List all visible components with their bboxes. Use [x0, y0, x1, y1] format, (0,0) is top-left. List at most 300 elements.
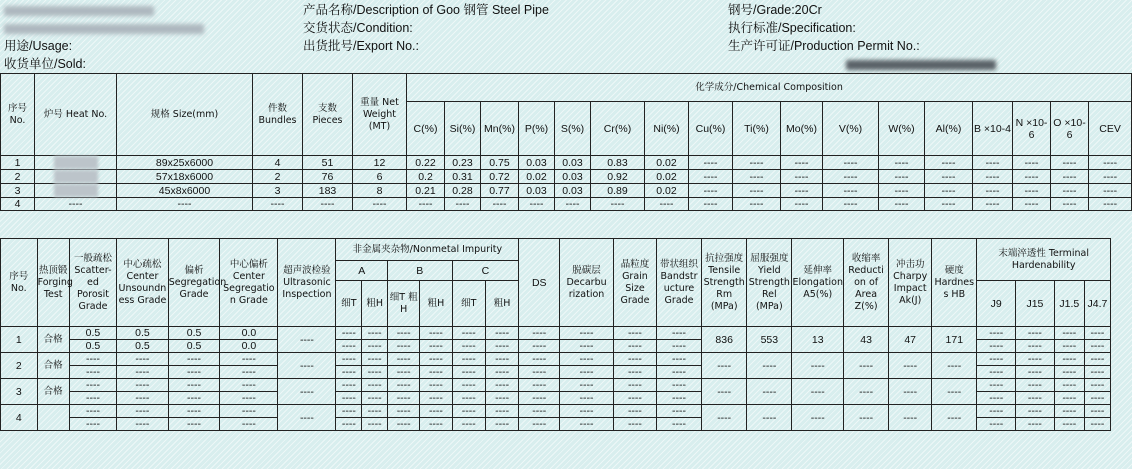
dash-cell: ---- [168, 418, 220, 431]
col-hardness: 硬度 Hardnes s HB [932, 239, 977, 327]
size-cell: 45x8x6000 [117, 184, 253, 198]
hardenability-cell: ---- [1084, 327, 1110, 340]
chem-cell: ---- [519, 198, 555, 211]
chem-cell: ---- [925, 184, 973, 198]
dash-cell: ---- [485, 379, 518, 392]
dash-cell: ---- [560, 353, 614, 366]
col-chemical-composition: 化学成分/Chemical Composition [407, 74, 1132, 102]
hardenability-cell: ---- [1084, 379, 1110, 392]
chem-cell: ---- [689, 198, 733, 211]
dash-cell: ---- [452, 405, 485, 418]
dash-cell: ---- [560, 379, 614, 392]
specification: 执行标准/Specification: [728, 21, 856, 35]
chem-cell: ---- [1051, 156, 1089, 170]
col-grain-size: 晶粒度 Grain Size Grade [613, 239, 656, 327]
forging-result [37, 405, 69, 431]
pieces-cell: 76 [303, 170, 353, 184]
col-tensile: 抗拉强度 Tensile Strength Rm (MPa) [702, 239, 747, 327]
dash-cell: ---- [452, 353, 485, 366]
dash-cell: ---- [69, 392, 116, 405]
hardenability-cell: ---- [1016, 392, 1055, 405]
dash-cell: ---- [560, 366, 614, 379]
company-name-redacted [4, 2, 154, 18]
company-address-redacted [4, 20, 204, 36]
dash-cell: ---- [388, 379, 420, 392]
dash-cell: ---- [220, 379, 278, 392]
col-c-fine: 细T [452, 281, 485, 327]
chem-cell: 0.75 [481, 156, 519, 170]
col-forging-test: 热顶锻 Forging Test [37, 239, 69, 327]
band-cell: ---- [656, 327, 701, 340]
chem-cell: ---- [781, 156, 823, 170]
col-pieces: 支数 Pieces [303, 74, 353, 156]
hardenability-cell: ---- [1016, 379, 1055, 392]
heat-no-redacted [54, 170, 98, 183]
mech-cell: ---- [747, 379, 792, 405]
hardenability-cell: ---- [977, 327, 1016, 340]
chem-cell: 0.03 [555, 170, 591, 184]
chem-cell: 0.77 [481, 184, 519, 198]
dash-cell: ---- [613, 418, 656, 431]
col-j15: J15 [1016, 281, 1055, 327]
dash-cell: ---- [220, 353, 278, 366]
hardenability-cell: ---- [1016, 418, 1055, 431]
dash-cell: ---- [362, 392, 388, 405]
chem-cell: ---- [407, 198, 445, 211]
chem-cell: ---- [879, 184, 925, 198]
col-nonmetal-impurity: 非金属夹杂物/Nonmetal Impurity [336, 239, 519, 261]
mech-cell: ---- [889, 353, 932, 379]
chem-cell: ---- [973, 198, 1013, 211]
ultrasonic-cell: ---- [278, 405, 336, 431]
dash-cell: ---- [336, 392, 362, 405]
mechanical-table-body [1, 327, 1111, 431]
yield-cell: 553 [747, 327, 792, 353]
heat-no-cell [35, 156, 117, 170]
dash-cell: ---- [420, 366, 452, 379]
col-scattered-porosity: 一般疏松 Scatter-ed Porosit Grade [69, 239, 116, 327]
dash-cell: ---- [362, 418, 388, 431]
col-net-weight: 重量 Net Weight (MT) [353, 74, 407, 156]
unsoundness-cell: 0.5 [117, 340, 169, 353]
dash-cell: ---- [519, 353, 560, 366]
dash-cell: ---- [117, 418, 169, 431]
col-size: 规格 Size(mm) [117, 74, 253, 156]
chem-cell: 0.03 [555, 156, 591, 170]
chem-cell: ---- [781, 184, 823, 198]
reduction-cell: 43 [844, 327, 889, 353]
table-row [1, 170, 1132, 184]
hardenability-cell: ---- [1016, 366, 1055, 379]
row-no: 2 [1, 170, 35, 184]
hardenability-cell: ---- [1016, 340, 1055, 353]
dash-cell: ---- [69, 405, 116, 418]
dash-cell: ---- [656, 353, 701, 366]
dash-cell: ---- [519, 366, 560, 379]
hardenability-cell: ---- [1054, 379, 1084, 392]
chem-cell: ---- [973, 184, 1013, 198]
dash-cell: ---- [117, 366, 169, 379]
weight-cell: 8 [353, 184, 407, 198]
mech-cell: ---- [932, 379, 977, 405]
chem-cell: ---- [1089, 198, 1132, 211]
forging-result: 合格 [37, 327, 69, 353]
heat-no-cell [35, 170, 117, 184]
weight-cell: 12 [353, 156, 407, 170]
mech-cell: ---- [932, 353, 977, 379]
segregation-cell: 0.5 [168, 340, 220, 353]
chem-cell: 0.31 [445, 170, 481, 184]
row-no: 1 [1, 327, 38, 353]
chem-cell: ---- [879, 156, 925, 170]
col-element: B ×10-4 [973, 102, 1013, 156]
dash-cell: ---- [656, 379, 701, 392]
dash-cell: ---- [613, 405, 656, 418]
dash-cell: ---- [452, 392, 485, 405]
weight-cell: ---- [353, 198, 407, 211]
dash-cell: ---- [336, 405, 362, 418]
col-element: CEV [1089, 102, 1132, 156]
chem-cell: 0.92 [591, 170, 645, 184]
row-no: 3 [1, 379, 38, 405]
size-cell: ---- [117, 198, 253, 211]
hardenability-cell: ---- [977, 392, 1016, 405]
hardenability-cell: ---- [1084, 405, 1110, 418]
col-impurity-a: A [336, 261, 388, 281]
dash-cell: ---- [519, 392, 560, 405]
chem-cell: 0.72 [481, 170, 519, 184]
dash-cell: ---- [560, 392, 614, 405]
dash-cell: ---- [168, 353, 220, 366]
weight-cell: 6 [353, 170, 407, 184]
hardenability-cell: ---- [977, 340, 1016, 353]
porosity-cell: 0.5 [69, 327, 116, 340]
dash-cell: ---- [69, 353, 116, 366]
col-element: Al(%) [925, 102, 973, 156]
dash-cell: ---- [168, 392, 220, 405]
mech-cell: ---- [889, 379, 932, 405]
chem-cell: ---- [973, 170, 1013, 184]
bundles-cell: 2 [253, 170, 303, 184]
dash-cell: ---- [388, 353, 420, 366]
col-element: Mn(%) [481, 102, 519, 156]
col-reduction: 收缩率 Reducti on of Area Z(%) [844, 239, 889, 327]
chem-cell: 0.02 [645, 156, 689, 170]
col-element: Ti(%) [733, 102, 781, 156]
dash-cell: ---- [388, 405, 420, 418]
chem-cell: 0.02 [519, 170, 555, 184]
dash-cell: ---- [388, 392, 420, 405]
mech-cell: ---- [844, 405, 889, 431]
col-no: 序号 No. [1, 239, 38, 327]
dash-cell: ---- [485, 340, 518, 353]
heat-no-redacted [54, 156, 98, 169]
chem-cell: 0.83 [591, 156, 645, 170]
dash-cell: ---- [420, 405, 452, 418]
dash-cell: ---- [362, 340, 388, 353]
chem-cell: 0.22 [407, 156, 445, 170]
hardness-cell: 171 [932, 327, 977, 353]
row-no: 2 [1, 353, 38, 379]
heat-no-redacted [54, 184, 98, 197]
col-ultrasonic: 超声波检验 Ultrasonic Inspection [278, 239, 336, 327]
unsoundness-cell: 0.5 [117, 327, 169, 340]
dash-cell: ---- [519, 340, 560, 353]
chem-cell: 0.21 [407, 184, 445, 198]
dash-cell: ---- [336, 418, 362, 431]
chem-cell: ---- [925, 170, 973, 184]
hardenability-cell: ---- [1016, 405, 1055, 418]
chem-cell: ---- [1089, 184, 1132, 198]
dash-cell: ---- [656, 366, 701, 379]
chem-cell: 0.03 [519, 184, 555, 198]
row-no: 4 [1, 405, 38, 431]
chem-cell: ---- [733, 184, 781, 198]
dash-cell: ---- [168, 379, 220, 392]
chem-cell: ---- [445, 198, 481, 211]
mech-cell: ---- [889, 405, 932, 431]
col-c-coarse: 粗H [485, 281, 518, 327]
dash-cell: ---- [336, 379, 362, 392]
col-terminal-hardenability: 末端淬透性 Terminal Hardenability [977, 239, 1111, 281]
elongation-cell: 13 [792, 327, 844, 353]
certificate-header [0, 0, 1111, 72]
chem-cell: 0.23 [445, 156, 481, 170]
chem-cell: ---- [823, 170, 879, 184]
col-element: Ni(%) [645, 102, 689, 156]
dash-cell: ---- [336, 366, 362, 379]
col-element: P(%) [519, 102, 555, 156]
col-heat-no: 炉号 Heat No. [35, 74, 117, 156]
col-j9: J9 [977, 281, 1016, 327]
col-decarburization: 脱碳层 Decarbu rization [560, 239, 614, 327]
hardenability-cell: ---- [1054, 327, 1084, 340]
table-row [1, 198, 1132, 211]
hardenability-cell: ---- [1054, 340, 1084, 353]
chem-cell: ---- [1051, 198, 1089, 211]
mech-cell: ---- [702, 405, 747, 431]
mech-cell: ---- [702, 379, 747, 405]
hardenability-cell: ---- [977, 366, 1016, 379]
hardenability-cell: ---- [1084, 366, 1110, 379]
dash-cell: ---- [362, 353, 388, 366]
mech-cell: ---- [792, 405, 844, 431]
dash-cell: ---- [613, 379, 656, 392]
dash-cell: ---- [69, 418, 116, 431]
dash-cell: ---- [613, 340, 656, 353]
certificate-no-redacted [846, 56, 996, 72]
col-element: S(%) [555, 102, 591, 156]
hardenability-cell: ---- [1084, 340, 1110, 353]
row-no: 4 [1, 198, 35, 211]
impurity-cell: ---- [420, 327, 452, 340]
dash-cell: ---- [560, 418, 614, 431]
col-a-fine: 细T [336, 281, 362, 327]
hardenability-cell: ---- [1054, 366, 1084, 379]
chem-cell: 0.02 [645, 184, 689, 198]
segregation-cell: 0.5 [168, 327, 220, 340]
chem-cell: ---- [733, 170, 781, 184]
chemical-table-body [1, 156, 1132, 211]
row-no: 1 [1, 156, 35, 170]
chem-cell: 0.2 [407, 170, 445, 184]
decarb-cell: ---- [560, 327, 614, 340]
dash-cell: ---- [220, 418, 278, 431]
dash-cell: ---- [168, 405, 220, 418]
chem-cell: ---- [879, 170, 925, 184]
bundles-cell: 4 [253, 156, 303, 170]
col-segregation: 偏析 Segregation Grade [168, 239, 220, 327]
chem-cell: 0.02 [645, 170, 689, 184]
grade: 钢号/Grade:20Cr [728, 3, 822, 17]
impurity-cell: ---- [336, 327, 362, 340]
dash-cell: ---- [560, 405, 614, 418]
chem-cell: ---- [973, 156, 1013, 170]
col-impurity-c: C [452, 261, 519, 281]
dash-cell: ---- [362, 379, 388, 392]
col-charpy: 冲击功 Charpy Impact Ak(J) [889, 239, 932, 327]
col-ds: DS [519, 239, 560, 327]
product-name: 产品名称/Description of Goo 钢管 Steel Pipe [303, 3, 549, 17]
dash-cell: ---- [452, 340, 485, 353]
grain-cell: ---- [613, 327, 656, 340]
chem-cell: ---- [925, 198, 973, 211]
chem-cell: ---- [823, 156, 879, 170]
col-elongation: 延伸率 Elongation A5(%) [792, 239, 844, 327]
condition: 交货状态/Condition: [303, 21, 413, 35]
dash-cell: ---- [117, 353, 169, 366]
dash-cell: ---- [388, 340, 420, 353]
hardenability-cell: ---- [1084, 392, 1110, 405]
col-element: Si(%) [445, 102, 481, 156]
dash-cell: ---- [388, 418, 420, 431]
export-no: 出货批号/Export No.: [303, 39, 419, 53]
col-element: N ×10-6 [1013, 102, 1051, 156]
chem-cell: ---- [481, 198, 519, 211]
col-element: Mo(%) [781, 102, 823, 156]
mech-cell: ---- [844, 353, 889, 379]
dash-cell: ---- [117, 379, 169, 392]
dash-cell: ---- [452, 418, 485, 431]
mech-cell: ---- [747, 353, 792, 379]
ultrasonic-cell: ---- [278, 379, 336, 405]
col-center-segregation: 中心偏析 Center Segregatio n Grade [220, 239, 278, 327]
col-element: W(%) [879, 102, 925, 156]
dash-cell: ---- [613, 353, 656, 366]
hardenability-cell: ---- [1016, 327, 1055, 340]
chem-cell: ---- [555, 198, 591, 211]
dash-cell: ---- [485, 366, 518, 379]
col-element: O ×10-6 [1051, 102, 1089, 156]
table-row [1, 379, 1111, 392]
dash-cell: ---- [613, 392, 656, 405]
usage: 用途/Usage: [4, 39, 73, 53]
chem-cell: ---- [689, 170, 733, 184]
dash-cell: ---- [452, 379, 485, 392]
center-seg-cell: 0.0 [220, 340, 278, 353]
hardenability-cell: ---- [977, 418, 1016, 431]
dash-cell: ---- [613, 366, 656, 379]
impurity-cell: ---- [452, 327, 485, 340]
chem-cell: ---- [781, 170, 823, 184]
chem-cell: ---- [1013, 156, 1051, 170]
table-row [1, 184, 1132, 198]
size-cell: 89x25x6000 [117, 156, 253, 170]
col-element: Cu(%) [689, 102, 733, 156]
chem-cell: 0.03 [519, 156, 555, 170]
table-row [1, 327, 1111, 340]
charpy-cell: 47 [889, 327, 932, 353]
chem-cell: ---- [1013, 198, 1051, 211]
col-element: C(%) [407, 102, 445, 156]
chem-cell: ---- [1051, 184, 1089, 198]
chem-cell: ---- [1089, 156, 1132, 170]
porosity-cell: 0.5 [69, 340, 116, 353]
ds-cell: ---- [519, 327, 560, 340]
hardenability-cell: ---- [1054, 418, 1084, 431]
chem-cell: ---- [1013, 170, 1051, 184]
dash-cell: ---- [420, 418, 452, 431]
dash-cell: ---- [485, 392, 518, 405]
col-element: V(%) [823, 102, 879, 156]
chem-cell: ---- [925, 156, 973, 170]
impurity-cell: ---- [362, 327, 388, 340]
tensile-cell: 836 [702, 327, 747, 353]
dash-cell: ---- [452, 366, 485, 379]
hardenability-cell: ---- [1084, 418, 1110, 431]
pieces-cell: ---- [303, 198, 353, 211]
chem-cell: ---- [879, 198, 925, 211]
hardenability-cell: ---- [1084, 353, 1110, 366]
dash-cell: ---- [420, 340, 452, 353]
impurity-cell: ---- [388, 327, 420, 340]
sold-to: 收货单位/Sold: [4, 57, 86, 71]
forging-result: 合格 [37, 379, 69, 405]
dash-cell: ---- [362, 405, 388, 418]
col-a-coarse: 粗H [362, 281, 388, 327]
col-b-coarse: 粗H [420, 281, 452, 327]
size-cell: 57x18x6000 [117, 170, 253, 184]
hardenability-cell: ---- [977, 379, 1016, 392]
dash-cell: ---- [485, 353, 518, 366]
chem-cell: ---- [1089, 170, 1132, 184]
hardenability-cell: ---- [1054, 392, 1084, 405]
col-impurity-b: B [388, 261, 453, 281]
mech-cell: ---- [844, 379, 889, 405]
dash-cell: ---- [220, 392, 278, 405]
dash-cell: ---- [220, 405, 278, 418]
chem-cell: 0.03 [555, 184, 591, 198]
chem-cell: ---- [781, 198, 823, 211]
heat-no-cell [35, 184, 117, 198]
chem-cell: ---- [823, 198, 879, 211]
dash-cell: ---- [220, 366, 278, 379]
dash-cell: ---- [388, 366, 420, 379]
dash-cell: ---- [420, 353, 452, 366]
chemical-composition-table [0, 73, 1132, 211]
chem-cell: ---- [689, 184, 733, 198]
dash-cell: ---- [69, 366, 116, 379]
col-bundles: 件数 Bundles [253, 74, 303, 156]
dash-cell: ---- [519, 418, 560, 431]
chem-cell: ---- [689, 156, 733, 170]
mech-cell: ---- [792, 353, 844, 379]
dash-cell: ---- [656, 405, 701, 418]
dash-cell: ---- [168, 366, 220, 379]
col-element: Cr(%) [591, 102, 645, 156]
chem-cell: ---- [1013, 184, 1051, 198]
ultrasonic-cell: ---- [278, 327, 336, 353]
